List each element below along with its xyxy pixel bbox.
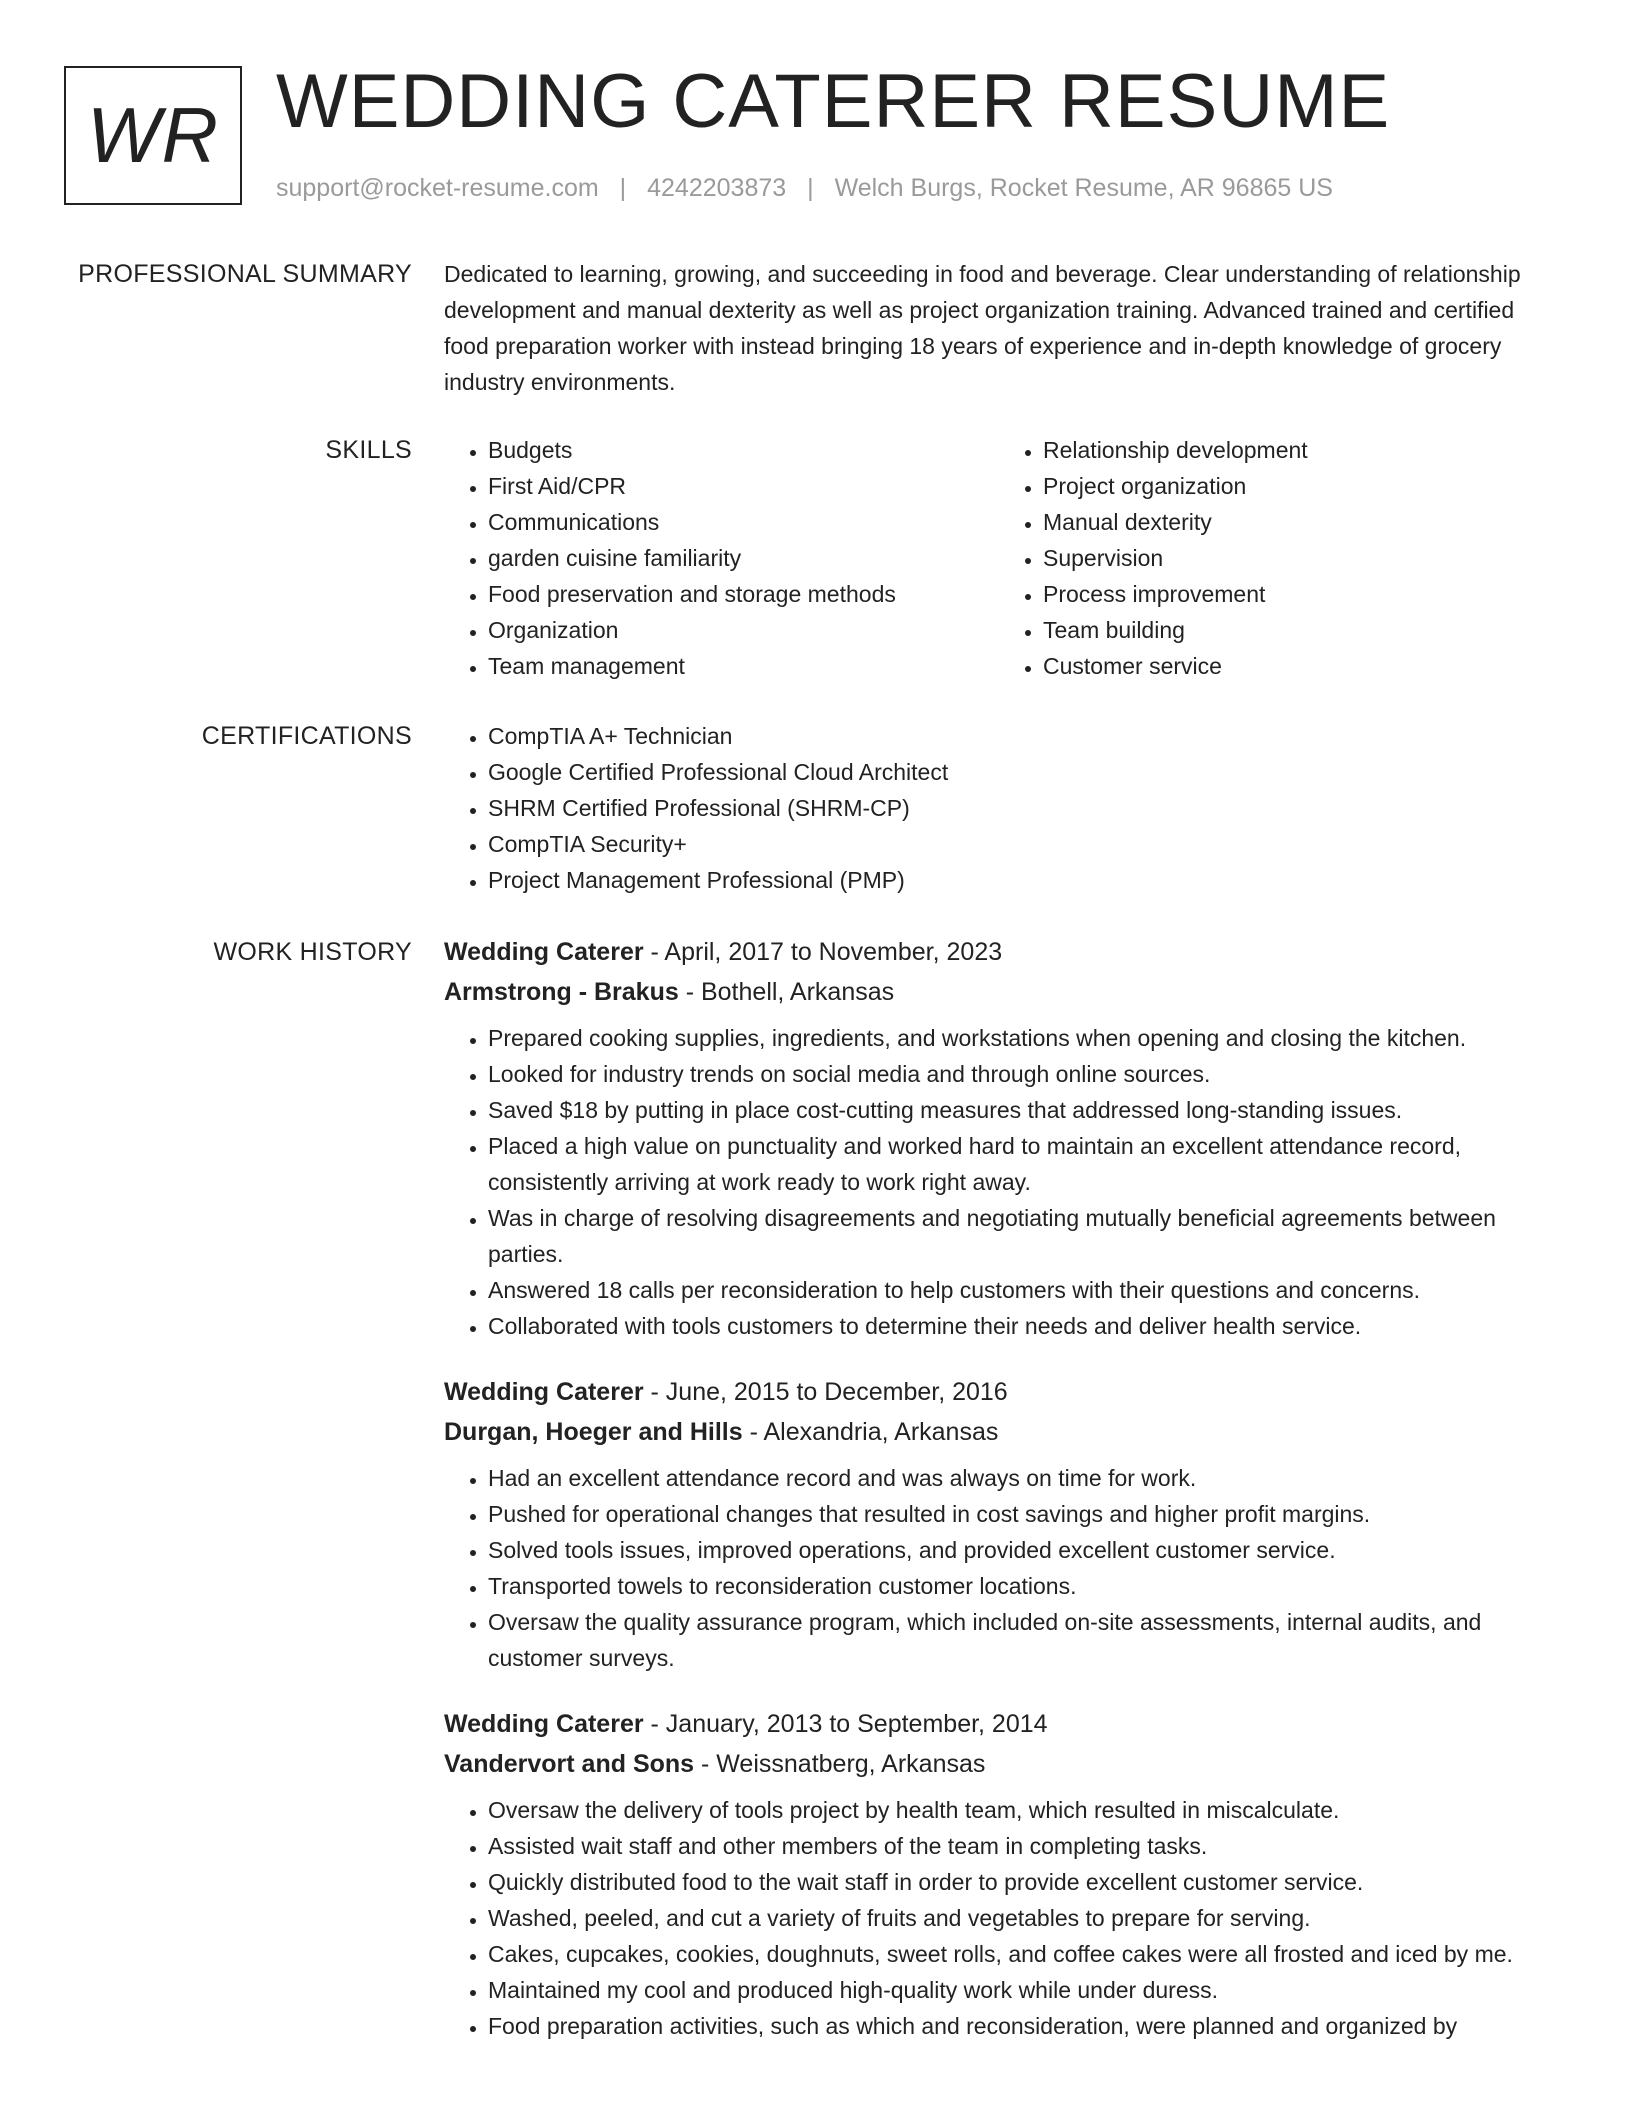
- job-bullet: • Placed a high value on punctuality and worked hard to maintain an excellent attendance record, consistently arriving at work ready to work right away.: [488, 1128, 1554, 1200]
- job-entry: [444, 1372, 1554, 1676]
- skills-list-right: [999, 432, 1554, 684]
- job-bullet: • Pushed for operational changes that resulted in cost savings and higher profit margins.: [488, 1496, 1554, 1532]
- contact-email[interactable]: support@rocket-resume.com: [276, 174, 599, 202]
- job-company: Armstrong - Brakus: [444, 978, 679, 1006]
- job-bullet: • Quickly distributed food to the wait staff in order to provide excellent customer service.: [488, 1864, 1554, 1900]
- job-bullets: [444, 1020, 1554, 1344]
- job-bullet: • Transported towels to reconsideration customer locations.: [488, 1568, 1554, 1604]
- contact-separator: |: [807, 174, 814, 202]
- job-bullet: • Prepared cooking supplies, ingredients, and workstations when opening and closing the kitchen.: [488, 1020, 1554, 1056]
- skill-item: • Process improvement: [1043, 576, 1554, 612]
- certification-item: • Google Certified Professional Cloud Architect: [488, 754, 1554, 790]
- job-company-line: [444, 1744, 1554, 1784]
- skill-item: • Customer service: [1043, 648, 1554, 684]
- certification-item: • CompTIA A+ Technician: [488, 718, 1554, 754]
- section-label-certifications: CERTIFICATIONS: [201, 722, 412, 750]
- job-title-line: [444, 1704, 1554, 1744]
- job-dates: - June, 2015 to December, 2016: [643, 1378, 1008, 1406]
- certifications-list: [444, 718, 1554, 898]
- summary-text: Dedicated to learning, growing, and succeeding in food and beverage. Clear understanding of relationship development and manual dexterity as well as project organization training. Advanced trained and certified food preparation worker with instead bringing 18 years of experience and in-depth knowledge of grocery industry environments.: [444, 261, 1521, 395]
- resume-title: WEDDING CATERER RESUME: [276, 59, 1391, 144]
- job-bullet: • Was in charge of resolving disagreements and negotiating mutually beneficial agreements between parties.: [488, 1200, 1554, 1272]
- work-history-body: [444, 932, 1554, 2072]
- job-bullet: • Food preparation activities, such as which and reconsideration, were planned and organized by: [488, 2008, 1554, 2044]
- job-entry: [444, 1704, 1554, 2044]
- job-bullet: • Maintained my cool and produced high-quality work while under duress.: [488, 1972, 1554, 2008]
- job-bullet: • Collaborated with tools customers to determine their needs and deliver health service.: [488, 1308, 1554, 1344]
- section-label-work-history: WORK HISTORY: [213, 938, 412, 966]
- job-bullet: • Assisted wait staff and other members of the team in completing tasks.: [488, 1828, 1554, 1864]
- job-bullet: • Cakes, cupcakes, cookies, doughnuts, sweet rolls, and coffee cakes were all frosted and iced by me.: [488, 1936, 1554, 1972]
- skill-item: • Team management: [488, 648, 999, 684]
- job-bullet: • Oversaw the quality assurance program, which included on-site assessments, internal audits, and customer surveys.: [488, 1604, 1554, 1676]
- skill-item: • Supervision: [1043, 540, 1554, 576]
- job-location: - Weissnatberg, Arkansas: [694, 1750, 986, 1778]
- job-company: Durgan, Hoeger and Hills: [444, 1418, 743, 1446]
- job-company: Vandervort and Sons: [444, 1750, 695, 1778]
- job-bullet: • Washed, peeled, and cut a variety of fruits and vegetables to prepare for serving.: [488, 1900, 1554, 1936]
- skill-item: • Manual dexterity: [1043, 504, 1554, 540]
- job-location: - Bothell, Arkansas: [678, 978, 895, 1006]
- job-company-line: [444, 1412, 1554, 1452]
- job-title-line: [444, 1372, 1554, 1412]
- monogram-text: WR: [87, 91, 219, 179]
- skills-columns: [444, 432, 1554, 684]
- section-label-summary: PROFESSIONAL SUMMARY: [78, 260, 412, 288]
- skill-item: • Team building: [1043, 612, 1554, 648]
- job-title-line: [444, 932, 1554, 972]
- section-label-skills: SKILLS: [325, 436, 412, 464]
- job-entry: [444, 932, 1554, 1344]
- skill-item: • garden cuisine familiarity: [488, 540, 999, 576]
- job-title: Wedding Caterer: [444, 1378, 644, 1406]
- contact-phone[interactable]: 4242203873: [647, 174, 787, 202]
- job-bullet: • Looked for industry trends on social media and through online sources.: [488, 1056, 1554, 1092]
- certifications-body: [444, 718, 1554, 898]
- skill-item: • Food preservation and storage methods: [488, 576, 999, 612]
- job-bullet: • Answered 18 calls per reconsideration to help customers with their questions and concerns.: [488, 1272, 1554, 1308]
- skill-item: • Communications: [488, 504, 999, 540]
- job-title: Wedding Caterer: [444, 938, 644, 966]
- monogram-box: [64, 66, 242, 205]
- skill-item: • Project organization: [1043, 468, 1554, 504]
- job-bullets: [444, 1460, 1554, 1676]
- contact-address: Welch Burgs, Rocket Resume, AR 96865 US: [834, 174, 1333, 202]
- skill-item: • First Aid/CPR: [488, 468, 999, 504]
- contact-separator: |: [619, 174, 627, 202]
- certification-item: • SHRM Certified Professional (SHRM-CP): [488, 790, 1554, 826]
- skills-list-left: [444, 432, 999, 684]
- job-location: - Alexandria, Arkansas: [742, 1418, 999, 1446]
- job-dates: - January, 2013 to September, 2014: [643, 1710, 1048, 1738]
- skill-item: • Organization: [488, 612, 999, 648]
- skill-item: • Budgets: [488, 432, 999, 468]
- job-bullet: • Saved $18 by putting in place cost-cutting measures that addressed long-standing issues.: [488, 1092, 1554, 1128]
- job-bullet: • Oversaw the delivery of tools project by health team, which resulted in miscalculate.: [488, 1792, 1554, 1828]
- job-bullets: [444, 1792, 1554, 2044]
- certification-item: • Project Management Professional (PMP): [488, 862, 1554, 898]
- job-dates: - April, 2017 to November, 2023: [643, 938, 1003, 966]
- job-company-line: [444, 972, 1554, 1012]
- job-bullet: • Had an excellent attendance record and was always on time for work.: [488, 1460, 1554, 1496]
- certification-item: • CompTIA Security+: [488, 826, 1554, 862]
- job-title: Wedding Caterer: [444, 1710, 644, 1738]
- contact-line: [276, 174, 1333, 203]
- skill-item: • Relationship development: [1043, 432, 1554, 468]
- job-bullet: • Solved tools issues, improved operations, and provided excellent customer service.: [488, 1532, 1554, 1568]
